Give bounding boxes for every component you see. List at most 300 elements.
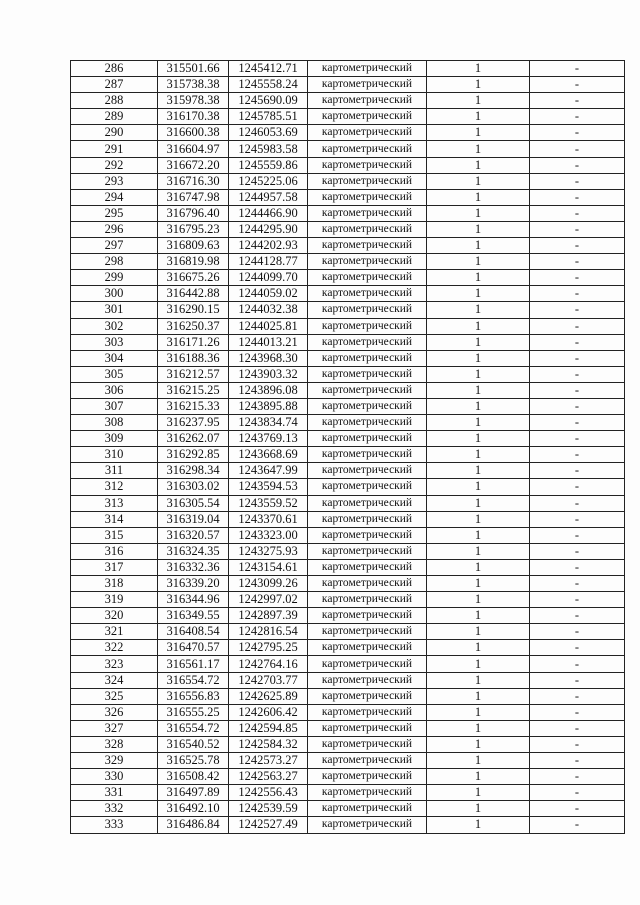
table-row (71, 640, 625, 656)
accuracy-cell: 1 (427, 576, 530, 592)
point-number-cell: 318 (71, 576, 158, 592)
y-coordinate-cell: 1244128.77 (229, 254, 308, 270)
table-row (71, 302, 625, 318)
description-cell: - (530, 495, 625, 511)
y-coordinate-cell: 1243323.00 (229, 527, 308, 543)
point-number-cell: 328 (71, 736, 158, 752)
point-number-cell: 316 (71, 543, 158, 559)
accuracy-cell: 1 (427, 753, 530, 769)
x-coordinate-cell: 316796.40 (158, 205, 229, 221)
accuracy-cell: 1 (427, 205, 530, 221)
y-coordinate-cell: 1244202.93 (229, 238, 308, 254)
accuracy-cell: 1 (427, 189, 530, 205)
table-row (71, 463, 625, 479)
y-coordinate-cell: 1244059.02 (229, 286, 308, 302)
y-coordinate-cell: 1242816.54 (229, 624, 308, 640)
accuracy-cell: 1 (427, 785, 530, 801)
accuracy-cell: 1 (427, 431, 530, 447)
x-coordinate-cell: 316809.63 (158, 238, 229, 254)
method-cell: картометрический (308, 141, 427, 157)
y-coordinate-cell: 1242795.25 (229, 640, 308, 656)
description-cell: - (530, 398, 625, 414)
table-row (71, 254, 625, 270)
y-coordinate-cell: 1242594.85 (229, 720, 308, 736)
y-coordinate-cell: 1243903.32 (229, 366, 308, 382)
x-coordinate-cell: 315738.38 (158, 77, 229, 93)
description-cell: - (530, 125, 625, 141)
x-coordinate-cell: 316212.57 (158, 366, 229, 382)
y-coordinate-cell: 1243275.93 (229, 543, 308, 559)
point-number-cell: 326 (71, 704, 158, 720)
y-coordinate-cell: 1242584.32 (229, 736, 308, 752)
table-row (71, 238, 625, 254)
description-cell: - (530, 189, 625, 205)
accuracy-cell: 1 (427, 769, 530, 785)
point-number-cell: 314 (71, 511, 158, 527)
method-cell: картометрический (308, 543, 427, 559)
accuracy-cell: 1 (427, 672, 530, 688)
point-number-cell: 323 (71, 656, 158, 672)
point-number-cell: 332 (71, 801, 158, 817)
y-coordinate-cell: 1243895.88 (229, 398, 308, 414)
method-cell: картометрический (308, 125, 427, 141)
method-cell: картометрический (308, 173, 427, 189)
point-number-cell: 299 (71, 270, 158, 286)
description-cell: - (530, 157, 625, 173)
table-row (71, 672, 625, 688)
point-number-cell: 294 (71, 189, 158, 205)
description-cell: - (530, 77, 625, 93)
method-cell: картометрический (308, 801, 427, 817)
point-number-cell: 333 (71, 817, 158, 833)
x-coordinate-cell: 316525.78 (158, 753, 229, 769)
point-number-cell: 303 (71, 334, 158, 350)
accuracy-cell: 1 (427, 366, 530, 382)
method-cell: картометрический (308, 640, 427, 656)
y-coordinate-cell: 1243154.61 (229, 559, 308, 575)
point-number-cell: 321 (71, 624, 158, 640)
y-coordinate-cell: 1245983.58 (229, 141, 308, 157)
point-number-cell: 324 (71, 672, 158, 688)
method-cell: картометрический (308, 817, 427, 833)
table-row (71, 511, 625, 527)
accuracy-cell: 1 (427, 608, 530, 624)
accuracy-cell: 1 (427, 624, 530, 640)
point-number-cell: 305 (71, 366, 158, 382)
y-coordinate-cell: 1243647.99 (229, 463, 308, 479)
y-coordinate-cell: 1244032.38 (229, 302, 308, 318)
x-coordinate-cell: 316470.57 (158, 640, 229, 656)
table-row (71, 753, 625, 769)
x-coordinate-cell: 316298.34 (158, 463, 229, 479)
description-cell: - (530, 431, 625, 447)
point-number-cell: 313 (71, 495, 158, 511)
table-row (71, 720, 625, 736)
table-row (71, 125, 625, 141)
description-cell: - (530, 141, 625, 157)
accuracy-cell: 1 (427, 559, 530, 575)
table-row (71, 495, 625, 511)
y-coordinate-cell: 1242764.16 (229, 656, 308, 672)
method-cell: картометрический (308, 398, 427, 414)
y-coordinate-cell: 1243668.69 (229, 447, 308, 463)
point-number-cell: 317 (71, 559, 158, 575)
description-cell: - (530, 270, 625, 286)
table-row (71, 318, 625, 334)
method-cell: картометрический (308, 302, 427, 318)
point-number-cell: 325 (71, 688, 158, 704)
x-coordinate-cell: 316554.72 (158, 720, 229, 736)
point-number-cell: 288 (71, 93, 158, 109)
point-number-cell: 301 (71, 302, 158, 318)
table-row (71, 608, 625, 624)
table-row (71, 785, 625, 801)
coordinates-table (70, 60, 625, 834)
x-coordinate-cell: 316486.84 (158, 817, 229, 833)
y-coordinate-cell: 1243099.26 (229, 576, 308, 592)
accuracy-cell: 1 (427, 640, 530, 656)
method-cell: картометрический (308, 576, 427, 592)
description-cell: - (530, 688, 625, 704)
x-coordinate-cell: 316600.38 (158, 125, 229, 141)
y-coordinate-cell: 1243594.53 (229, 479, 308, 495)
accuracy-cell: 1 (427, 398, 530, 414)
x-coordinate-cell: 316171.26 (158, 334, 229, 350)
description-cell: - (530, 672, 625, 688)
x-coordinate-cell: 316554.72 (158, 672, 229, 688)
table-row (71, 704, 625, 720)
accuracy-cell: 1 (427, 463, 530, 479)
table-row (71, 205, 625, 221)
point-number-cell: 286 (71, 61, 158, 77)
method-cell: картометрический (308, 624, 427, 640)
description-cell: - (530, 93, 625, 109)
x-coordinate-cell: 316262.07 (158, 431, 229, 447)
accuracy-cell: 1 (427, 415, 530, 431)
description-cell: - (530, 753, 625, 769)
table-row (71, 286, 625, 302)
accuracy-cell: 1 (427, 382, 530, 398)
description-cell: - (530, 415, 625, 431)
point-number-cell: 311 (71, 463, 158, 479)
y-coordinate-cell: 1245225.06 (229, 173, 308, 189)
point-number-cell: 307 (71, 398, 158, 414)
y-coordinate-cell: 1244025.81 (229, 318, 308, 334)
accuracy-cell: 1 (427, 736, 530, 752)
method-cell: картометрический (308, 736, 427, 752)
table-row (71, 366, 625, 382)
accuracy-cell: 1 (427, 817, 530, 833)
description-cell: - (530, 334, 625, 350)
description-cell: - (530, 463, 625, 479)
y-coordinate-cell: 1242997.02 (229, 592, 308, 608)
method-cell: картометрический (308, 527, 427, 543)
description-cell: - (530, 624, 625, 640)
method-cell: картометрический (308, 753, 427, 769)
x-coordinate-cell: 316716.30 (158, 173, 229, 189)
point-number-cell: 315 (71, 527, 158, 543)
description-cell: - (530, 302, 625, 318)
description-cell: - (530, 511, 625, 527)
y-coordinate-cell: 1242573.27 (229, 753, 308, 769)
x-coordinate-cell: 316672.20 (158, 157, 229, 173)
x-coordinate-cell: 316292.85 (158, 447, 229, 463)
description-cell: - (530, 382, 625, 398)
x-coordinate-cell: 316555.25 (158, 704, 229, 720)
x-coordinate-cell: 316344.96 (158, 592, 229, 608)
description-cell: - (530, 173, 625, 189)
table-row (71, 141, 625, 157)
point-number-cell: 329 (71, 753, 158, 769)
y-coordinate-cell: 1245412.71 (229, 61, 308, 77)
method-cell: картометрический (308, 559, 427, 575)
table-row (71, 221, 625, 237)
x-coordinate-cell: 316675.26 (158, 270, 229, 286)
x-coordinate-cell: 316349.55 (158, 608, 229, 624)
y-coordinate-cell: 1242527.49 (229, 817, 308, 833)
description-cell: - (530, 559, 625, 575)
accuracy-cell: 1 (427, 302, 530, 318)
point-number-cell: 290 (71, 125, 158, 141)
table-row (71, 157, 625, 173)
description-cell: - (530, 254, 625, 270)
method-cell: картометрический (308, 415, 427, 431)
y-coordinate-cell: 1244466.90 (229, 205, 308, 221)
method-cell: картометрический (308, 769, 427, 785)
table-row (71, 656, 625, 672)
accuracy-cell: 1 (427, 157, 530, 173)
y-coordinate-cell: 1245559.86 (229, 157, 308, 173)
point-number-cell: 300 (71, 286, 158, 302)
accuracy-cell: 1 (427, 93, 530, 109)
point-number-cell: 304 (71, 350, 158, 366)
x-coordinate-cell: 316305.54 (158, 495, 229, 511)
x-coordinate-cell: 316215.25 (158, 382, 229, 398)
description-cell: - (530, 479, 625, 495)
table-row (71, 382, 625, 398)
x-coordinate-cell: 316320.57 (158, 527, 229, 543)
y-coordinate-cell: 1243370.61 (229, 511, 308, 527)
accuracy-cell: 1 (427, 141, 530, 157)
table-row (71, 77, 625, 93)
table-row (71, 688, 625, 704)
method-cell: картометрический (308, 495, 427, 511)
x-coordinate-cell: 316604.97 (158, 141, 229, 157)
table-row (71, 817, 625, 833)
description-cell: - (530, 286, 625, 302)
y-coordinate-cell: 1242539.59 (229, 801, 308, 817)
x-coordinate-cell: 316324.35 (158, 543, 229, 559)
accuracy-cell: 1 (427, 801, 530, 817)
x-coordinate-cell: 316540.52 (158, 736, 229, 752)
table-row (71, 415, 625, 431)
x-coordinate-cell: 316250.37 (158, 318, 229, 334)
point-number-cell: 302 (71, 318, 158, 334)
x-coordinate-cell: 316819.98 (158, 254, 229, 270)
description-cell: - (530, 720, 625, 736)
accuracy-cell: 1 (427, 221, 530, 237)
table-row (71, 350, 625, 366)
x-coordinate-cell: 316497.89 (158, 785, 229, 801)
point-number-cell: 289 (71, 109, 158, 125)
method-cell: картометрический (308, 479, 427, 495)
method-cell: картометрический (308, 221, 427, 237)
point-number-cell: 297 (71, 238, 158, 254)
x-coordinate-cell: 316442.88 (158, 286, 229, 302)
method-cell: картометрический (308, 334, 427, 350)
table-row (71, 109, 625, 125)
point-number-cell: 319 (71, 592, 158, 608)
description-cell: - (530, 447, 625, 463)
table-row (71, 479, 625, 495)
description-cell: - (530, 704, 625, 720)
table-row (71, 447, 625, 463)
description-cell: - (530, 592, 625, 608)
y-coordinate-cell: 1242897.39 (229, 608, 308, 624)
x-coordinate-cell: 316408.54 (158, 624, 229, 640)
x-coordinate-cell: 316290.15 (158, 302, 229, 318)
accuracy-cell: 1 (427, 109, 530, 125)
x-coordinate-cell: 315501.66 (158, 61, 229, 77)
accuracy-cell: 1 (427, 286, 530, 302)
method-cell: картометрический (308, 785, 427, 801)
description-cell: - (530, 205, 625, 221)
method-cell: картометрический (308, 608, 427, 624)
method-cell: картометрический (308, 254, 427, 270)
method-cell: картометрический (308, 93, 427, 109)
table-row (71, 624, 625, 640)
method-cell: картометрический (308, 318, 427, 334)
x-coordinate-cell: 316215.33 (158, 398, 229, 414)
accuracy-cell: 1 (427, 656, 530, 672)
description-cell: - (530, 221, 625, 237)
y-coordinate-cell: 1243834.74 (229, 415, 308, 431)
description-cell: - (530, 576, 625, 592)
method-cell: картометрический (308, 157, 427, 173)
accuracy-cell: 1 (427, 125, 530, 141)
point-number-cell: 310 (71, 447, 158, 463)
accuracy-cell: 1 (427, 688, 530, 704)
y-coordinate-cell: 1246053.69 (229, 125, 308, 141)
y-coordinate-cell: 1242606.42 (229, 704, 308, 720)
description-cell: - (530, 543, 625, 559)
description-cell: - (530, 366, 625, 382)
table-row (71, 431, 625, 447)
method-cell: картометрический (308, 189, 427, 205)
y-coordinate-cell: 1243896.08 (229, 382, 308, 398)
method-cell: картометрический (308, 463, 427, 479)
method-cell: картометрический (308, 431, 427, 447)
accuracy-cell: 1 (427, 334, 530, 350)
method-cell: картометрический (308, 270, 427, 286)
x-coordinate-cell: 316492.10 (158, 801, 229, 817)
point-number-cell: 312 (71, 479, 158, 495)
method-cell: картометрический (308, 382, 427, 398)
point-number-cell: 296 (71, 221, 158, 237)
description-cell: - (530, 61, 625, 77)
accuracy-cell: 1 (427, 495, 530, 511)
accuracy-cell: 1 (427, 254, 530, 270)
table-row (71, 801, 625, 817)
accuracy-cell: 1 (427, 704, 530, 720)
table-row (71, 576, 625, 592)
y-coordinate-cell: 1243968.30 (229, 350, 308, 366)
y-coordinate-cell: 1244957.58 (229, 189, 308, 205)
table-row (71, 334, 625, 350)
x-coordinate-cell: 316332.36 (158, 559, 229, 575)
y-coordinate-cell: 1243559.52 (229, 495, 308, 511)
method-cell: картометрический (308, 672, 427, 688)
method-cell: картометрический (308, 592, 427, 608)
method-cell: картометрический (308, 61, 427, 77)
accuracy-cell: 1 (427, 592, 530, 608)
point-number-cell: 293 (71, 173, 158, 189)
point-number-cell: 309 (71, 431, 158, 447)
accuracy-cell: 1 (427, 479, 530, 495)
accuracy-cell: 1 (427, 511, 530, 527)
point-number-cell: 291 (71, 141, 158, 157)
method-cell: картометрический (308, 720, 427, 736)
x-coordinate-cell: 316319.04 (158, 511, 229, 527)
description-cell: - (530, 736, 625, 752)
x-coordinate-cell: 316795.23 (158, 221, 229, 237)
accuracy-cell: 1 (427, 270, 530, 286)
x-coordinate-cell: 316561.17 (158, 656, 229, 672)
y-coordinate-cell: 1244013.21 (229, 334, 308, 350)
y-coordinate-cell: 1242703.77 (229, 672, 308, 688)
accuracy-cell: 1 (427, 77, 530, 93)
method-cell: картометрический (308, 77, 427, 93)
table-row (71, 173, 625, 189)
table-row (71, 527, 625, 543)
description-cell: - (530, 817, 625, 833)
description-cell: - (530, 640, 625, 656)
x-coordinate-cell: 316170.38 (158, 109, 229, 125)
method-cell: картометрический (308, 656, 427, 672)
x-coordinate-cell: 316747.98 (158, 189, 229, 205)
coordinates-table-body (71, 61, 625, 834)
method-cell: картометрический (308, 205, 427, 221)
x-coordinate-cell: 315978.38 (158, 93, 229, 109)
table-row (71, 189, 625, 205)
y-coordinate-cell: 1242625.89 (229, 688, 308, 704)
table-row (71, 592, 625, 608)
table-row (71, 769, 625, 785)
x-coordinate-cell: 316188.36 (158, 350, 229, 366)
description-cell: - (530, 109, 625, 125)
accuracy-cell: 1 (427, 350, 530, 366)
table-row (71, 270, 625, 286)
accuracy-cell: 1 (427, 173, 530, 189)
description-cell: - (530, 608, 625, 624)
method-cell: картометрический (308, 511, 427, 527)
accuracy-cell: 1 (427, 720, 530, 736)
y-coordinate-cell: 1244099.70 (229, 270, 308, 286)
description-cell: - (530, 769, 625, 785)
table-row (71, 398, 625, 414)
point-number-cell: 295 (71, 205, 158, 221)
accuracy-cell: 1 (427, 61, 530, 77)
description-cell: - (530, 656, 625, 672)
y-coordinate-cell: 1245690.09 (229, 93, 308, 109)
point-number-cell: 322 (71, 640, 158, 656)
x-coordinate-cell: 316508.42 (158, 769, 229, 785)
description-cell: - (530, 350, 625, 366)
method-cell: картометрический (308, 350, 427, 366)
accuracy-cell: 1 (427, 527, 530, 543)
point-number-cell: 331 (71, 785, 158, 801)
accuracy-cell: 1 (427, 447, 530, 463)
